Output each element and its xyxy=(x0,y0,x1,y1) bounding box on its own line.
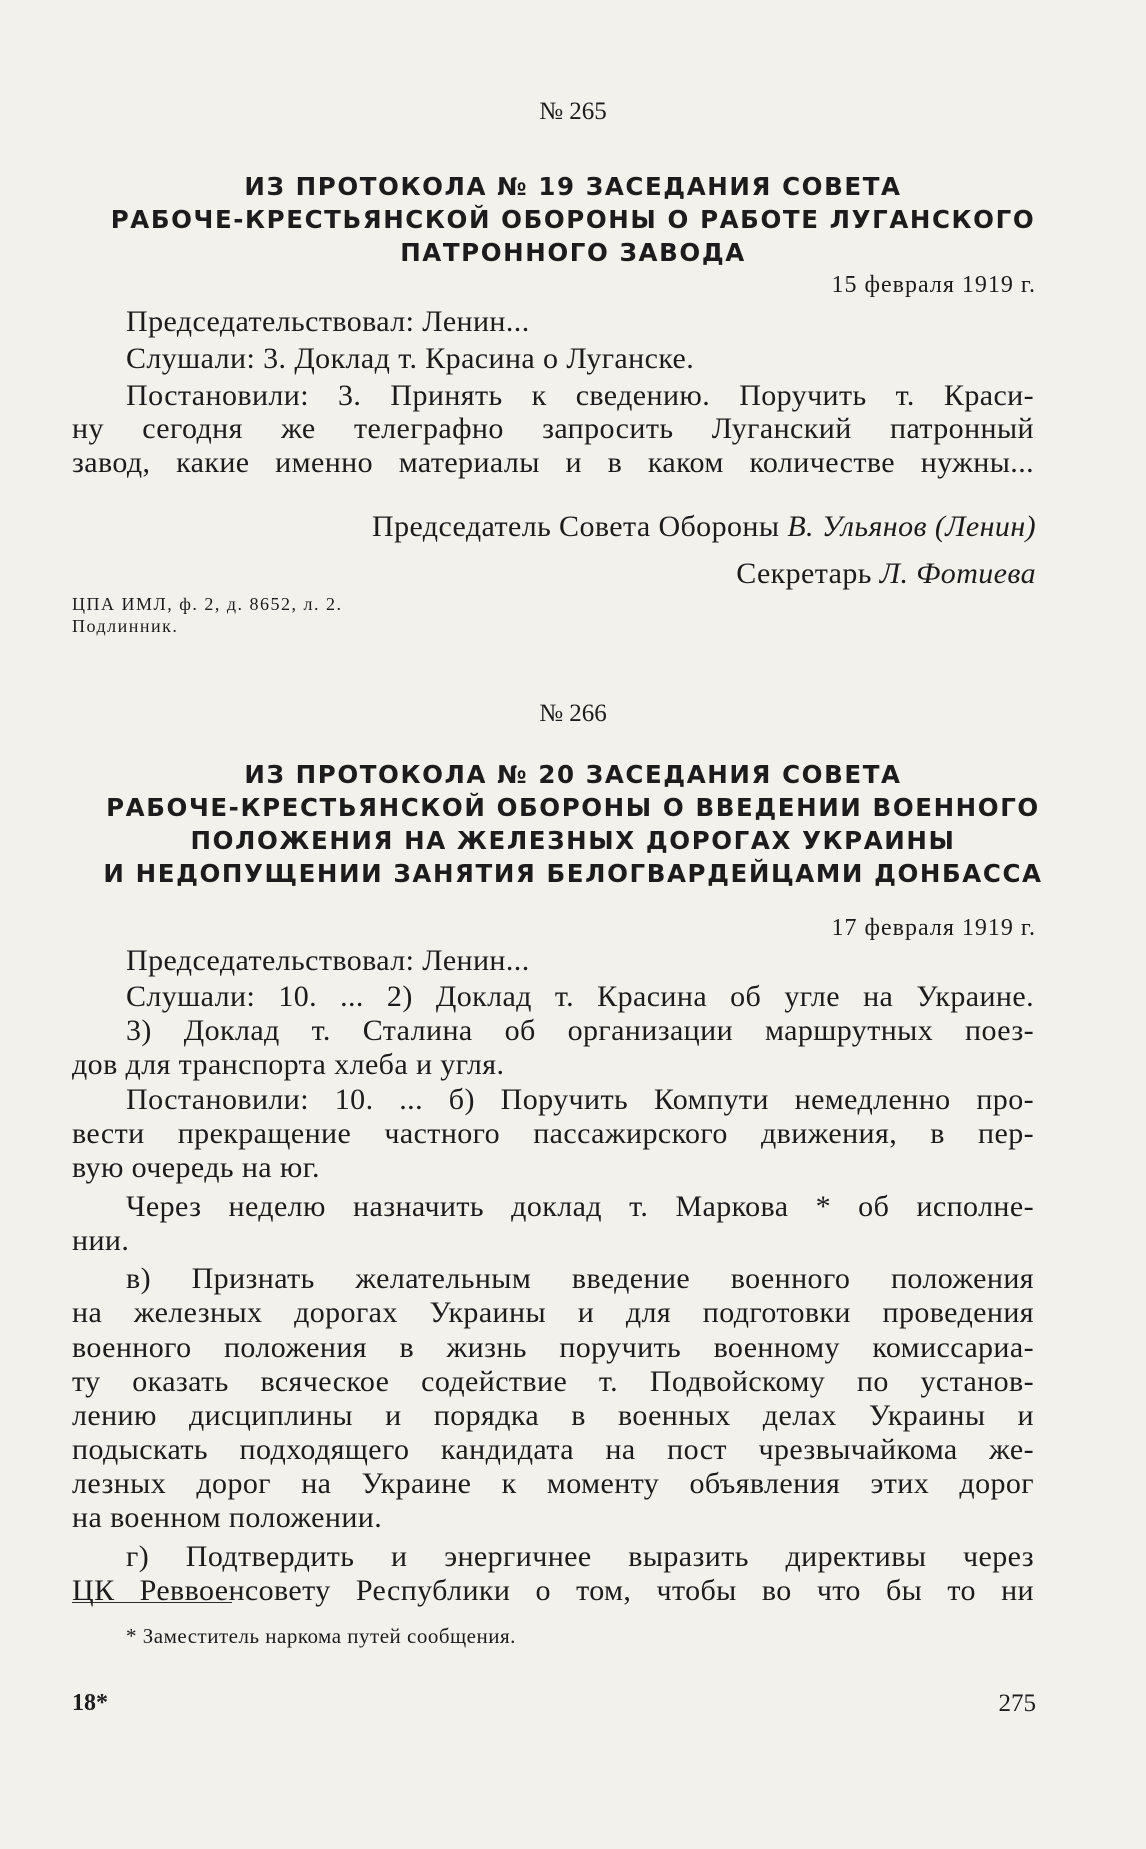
signature-name: В. Ульянов (Ленин) xyxy=(787,510,1036,543)
signature-name: Л. Фотиева xyxy=(879,557,1036,590)
doc-265-signature-secretary xyxy=(736,557,1036,591)
doc-265-title-line: ИЗ ПРОТОКОЛА № 19 ЗАСЕДАНИЯ СОВЕТА xyxy=(244,172,902,201)
doc-265-title xyxy=(0,170,1146,269)
footnote-divider xyxy=(72,1602,232,1603)
doc-266-title-line: И НЕДОПУЩЕНИИ ЗАНЯТИЯ БЕЛОГВАРДЕЙЦАМИ ДОНБАССА xyxy=(103,859,1043,888)
doc-266-text-line: военного положения в жизнь поручить военному комиссариа- xyxy=(72,1331,1034,1364)
doc-265-original-note: Подлинник. xyxy=(72,616,179,636)
footnote: * Заместитель наркома путей сообщения. xyxy=(126,1624,516,1648)
doc-265-archive-source: ЦПА ИМЛ, ф. 2, д. 8652, л. 2. xyxy=(72,594,343,614)
doc-266-text-line: нии. xyxy=(72,1224,130,1257)
doc-265-chair: Председательствовал: Ленин... xyxy=(126,305,530,338)
doc-265-heard: Слушали: 3. Доклад т. Красина о Луганске. xyxy=(126,342,695,375)
doc-266-text-line: подыскать подходящего кандидата на пост чрезвычайкома же- xyxy=(72,1433,1034,1466)
doc-266-text-line: вести прекращение частного пассажирского движения, в пер- xyxy=(72,1117,1034,1150)
doc-266-text-line: на железных дорогах Украины и для подготовки проведения xyxy=(72,1296,1034,1329)
doc-265-title-line: ПАТРОННОГО ЗАВОДА xyxy=(400,238,746,267)
doc-266-text-line: на военном положении. xyxy=(72,1501,383,1534)
doc-265-date: 15 февраля 1919 г. xyxy=(831,272,1036,298)
doc-265-signature-chairman xyxy=(372,510,1036,544)
doc-266-resolved: Постановили: 10. ... б) Поручить Компути немедленно про- xyxy=(126,1083,1034,1116)
doc-266-text-line: дов для транспорта хлеба и угля. xyxy=(72,1048,505,1081)
doc-266-title-line: ИЗ ПРОТОКОЛА № 20 ЗАСЕДАНИЯ СОВЕТА xyxy=(244,760,902,789)
doc-266-text-line: ЦК Реввоенсовету Республики о том, чтобы во что бы то ни xyxy=(72,1574,1034,1607)
doc-266-text-line: вую очередь на юг. xyxy=(72,1151,320,1184)
doc-266-text-line: лению дисциплины и порядка в военных делах Украины и xyxy=(72,1399,1034,1432)
doc-266-date: 17 февраля 1919 г. xyxy=(831,915,1036,941)
doc-266-title-line: ПОЛОЖЕНИЯ НА ЖЕЛЕЗНЫХ ДОРОГАХ УКРАИНЫ xyxy=(190,826,956,855)
doc-265-text-line: ну сегодня же телеграфно запросить Луганский патронный xyxy=(72,412,1034,445)
doc-266-item-g: г) Подтвердить и энергичнее выразить директивы через xyxy=(126,1540,1034,1573)
doc-266-text-line: 3) Доклад т. Сталина об организации маршрутных поез- xyxy=(126,1014,1034,1047)
doc-265-text-line: завод, какие именно материалы и в каком количестве нужны... xyxy=(72,446,1034,479)
doc-266-text-line: ту оказать всяческое содействие т. Подвойскому по установ- xyxy=(72,1365,1034,1398)
signature-title: Председатель Совета Обороны xyxy=(372,510,780,543)
doc-266-item-v: в) Признать желательным введение военного положения xyxy=(126,1262,1034,1295)
signature-mark: 18* xyxy=(72,1690,108,1716)
doc-265-resolved: Постановили: 3. Принять к сведению. Поручить т. Краси- xyxy=(126,379,1034,412)
doc-265-title-line: РАБОЧЕ-КРЕСТЬЯНСКОЙ ОБОРОНЫ О РАБОТЕ ЛУГАНСКОГО xyxy=(110,205,1036,234)
doc-266-text-line: лезных дорог на Украине к моменту объявления этих дорог xyxy=(72,1467,1034,1500)
signature-title: Секретарь xyxy=(736,557,872,590)
doc-266-title-line: РАБОЧЕ-КРЕСТЬЯНСКОЙ ОБОРОНЫ О ВВЕДЕНИИ ВОЕННОГО xyxy=(106,793,1040,822)
doc-266-title xyxy=(0,758,1146,890)
doc-266-chair: Председательствовал: Ленин... xyxy=(126,944,530,977)
page-number: 275 xyxy=(998,1690,1036,1717)
doc-266-text-line: Через неделю назначить доклад т. Маркова * об исполне- xyxy=(126,1190,1034,1223)
doc-266-number: № 266 xyxy=(539,700,607,727)
doc-266-heard: Слушали: 10. ... 2) Доклад т. Красина об угле на Украине. xyxy=(126,980,1034,1013)
doc-265-number: № 265 xyxy=(539,98,607,125)
